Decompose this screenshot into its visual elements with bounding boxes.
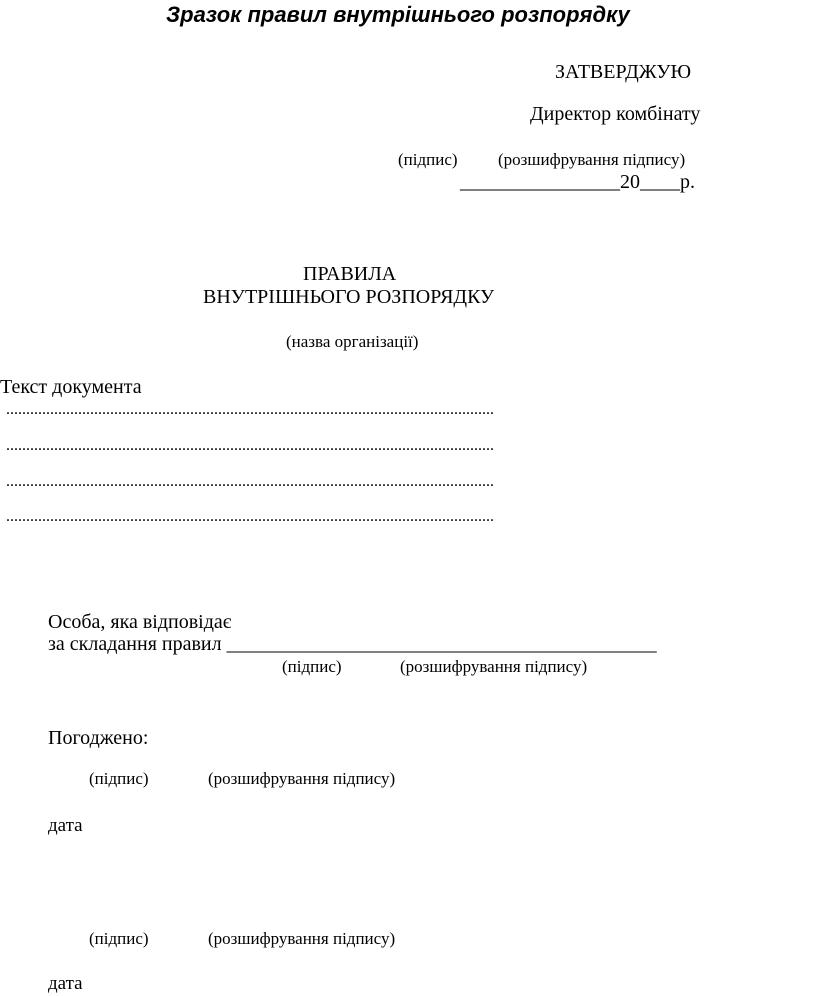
rules-subheading: ВНУТРІШНЬОГО РОЗПОРЯДКУ: [203, 286, 495, 308]
organization-name-hint: (назва організації): [286, 332, 419, 351]
dotted-line: ..........................................................................................................................: [6, 402, 494, 418]
rules-heading: ПРАВИЛА: [303, 263, 397, 285]
approval-position: Директор комбінату: [530, 103, 701, 125]
approval-signature-hint: (підпис): [398, 150, 458, 169]
agreed-label: Погоджено:: [48, 727, 149, 749]
document-title: Зразок правил внутрішнього розпорядку: [166, 2, 630, 27]
document-text-label: Текст документа: [0, 376, 142, 398]
responsible-signature-line: за складання правил ___________________________________________: [48, 633, 657, 655]
agreed-date-label: дата: [48, 815, 83, 836]
agreed-decoding-hint: (розшифрування підпису): [208, 769, 396, 788]
approval-decoding-hint: (розшифрування підпису): [498, 150, 686, 169]
dotted-line: ..........................................................................................................................: [6, 509, 494, 525]
dotted-line: ..........................................................................................................................: [6, 474, 494, 490]
agreed-decoding-hint: (розшифрування підпису): [208, 929, 396, 948]
dotted-line: ..........................................................................................................................: [6, 438, 494, 454]
approval-stamp: ЗАТВЕРДЖУЮ: [555, 61, 692, 83]
agreed-signature-hint: (підпис): [89, 769, 149, 788]
approval-date-line: ________________20____р.: [460, 171, 695, 193]
responsible-person-label: Особа, яка відповідає: [48, 611, 232, 633]
responsible-decoding-hint: (розшифрування підпису): [400, 657, 588, 676]
responsible-signature-hint: (підпис): [282, 657, 342, 676]
agreed-date-label: дата: [48, 973, 83, 994]
agreed-signature-hint: (підпис): [89, 929, 149, 948]
